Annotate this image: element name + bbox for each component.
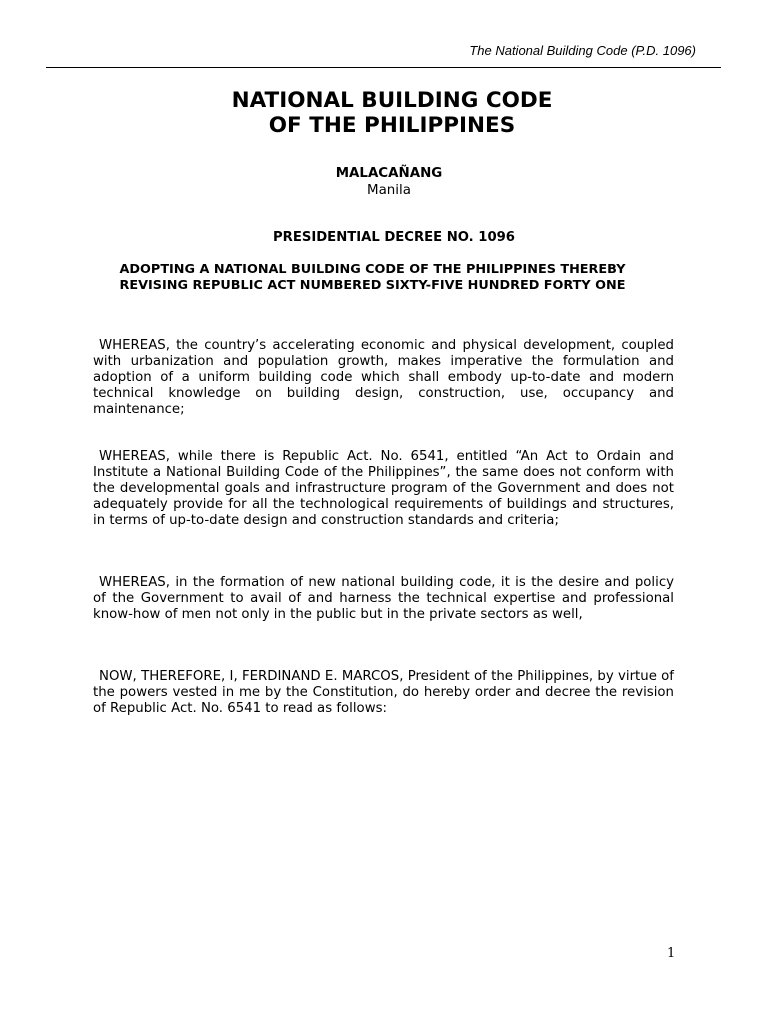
decree-title-line-2: REVISING REPUBLIC ACT NUMBERED SIXTY-FIVE HUNDRED FORTY ONE	[119, 278, 626, 293]
title-line-2: OF THE PHILIPPINES	[268, 113, 516, 138]
whereas-paragraph-2: WHEREAS, while there is Republic Act. No. 6541, entitled “An Act to Ordain and Institute a National Building Code of the Philippines”, the same does not conform with the developmental goals and infrastructure program of the Government and does not adequately provide for all the technological requirements of buildings and structures, in terms of up-to-date design and construction standards and criteria;	[93, 449, 674, 528]
running-header: The National Building Code (P.D. 1096)	[469, 43, 696, 58]
issuer-block	[0, 166, 768, 199]
decree-number: PRESIDENTIAL DECREE NO. 1096	[273, 230, 515, 245]
issuer-city: Manila	[367, 182, 411, 198]
issuer-office: MALACAÑANG	[335, 166, 443, 181]
page-number: 1	[667, 946, 676, 961]
header-rule	[46, 67, 721, 68]
title-line-1: NATIONAL BUILDING CODE	[231, 88, 553, 113]
decree-title-line-1: ADOPTING A NATIONAL BUILDING CODE OF THE PHILIPPINES THEREBY	[119, 262, 626, 277]
document-title	[0, 88, 768, 138]
now-therefore-paragraph: NOW, THEREFORE, I, FERDINAND E. MARCOS, President of the Philippines, by virtue of the powers vested in me by the Constitution, do hereby order and decree the revision of Republic Act. No. 6541 to read as follows:	[93, 669, 674, 716]
whereas-paragraph-3: WHEREAS, in the formation of new national building code, it is the desire and policy of the Government to avail of and harness the technical expertise and professional know-how of men not only in the public but in the private sectors as well,	[93, 575, 674, 622]
decree-title	[91, 262, 654, 294]
whereas-paragraph-1: WHEREAS, the country’s accelerating economic and physical development, coupled with urbanization and population growth, makes imperative the formulation and adoption of a uniform building code which shall embody up-to-date and modern technical knowledge on building design, construction, use, occupancy and maintenance;	[93, 338, 674, 417]
